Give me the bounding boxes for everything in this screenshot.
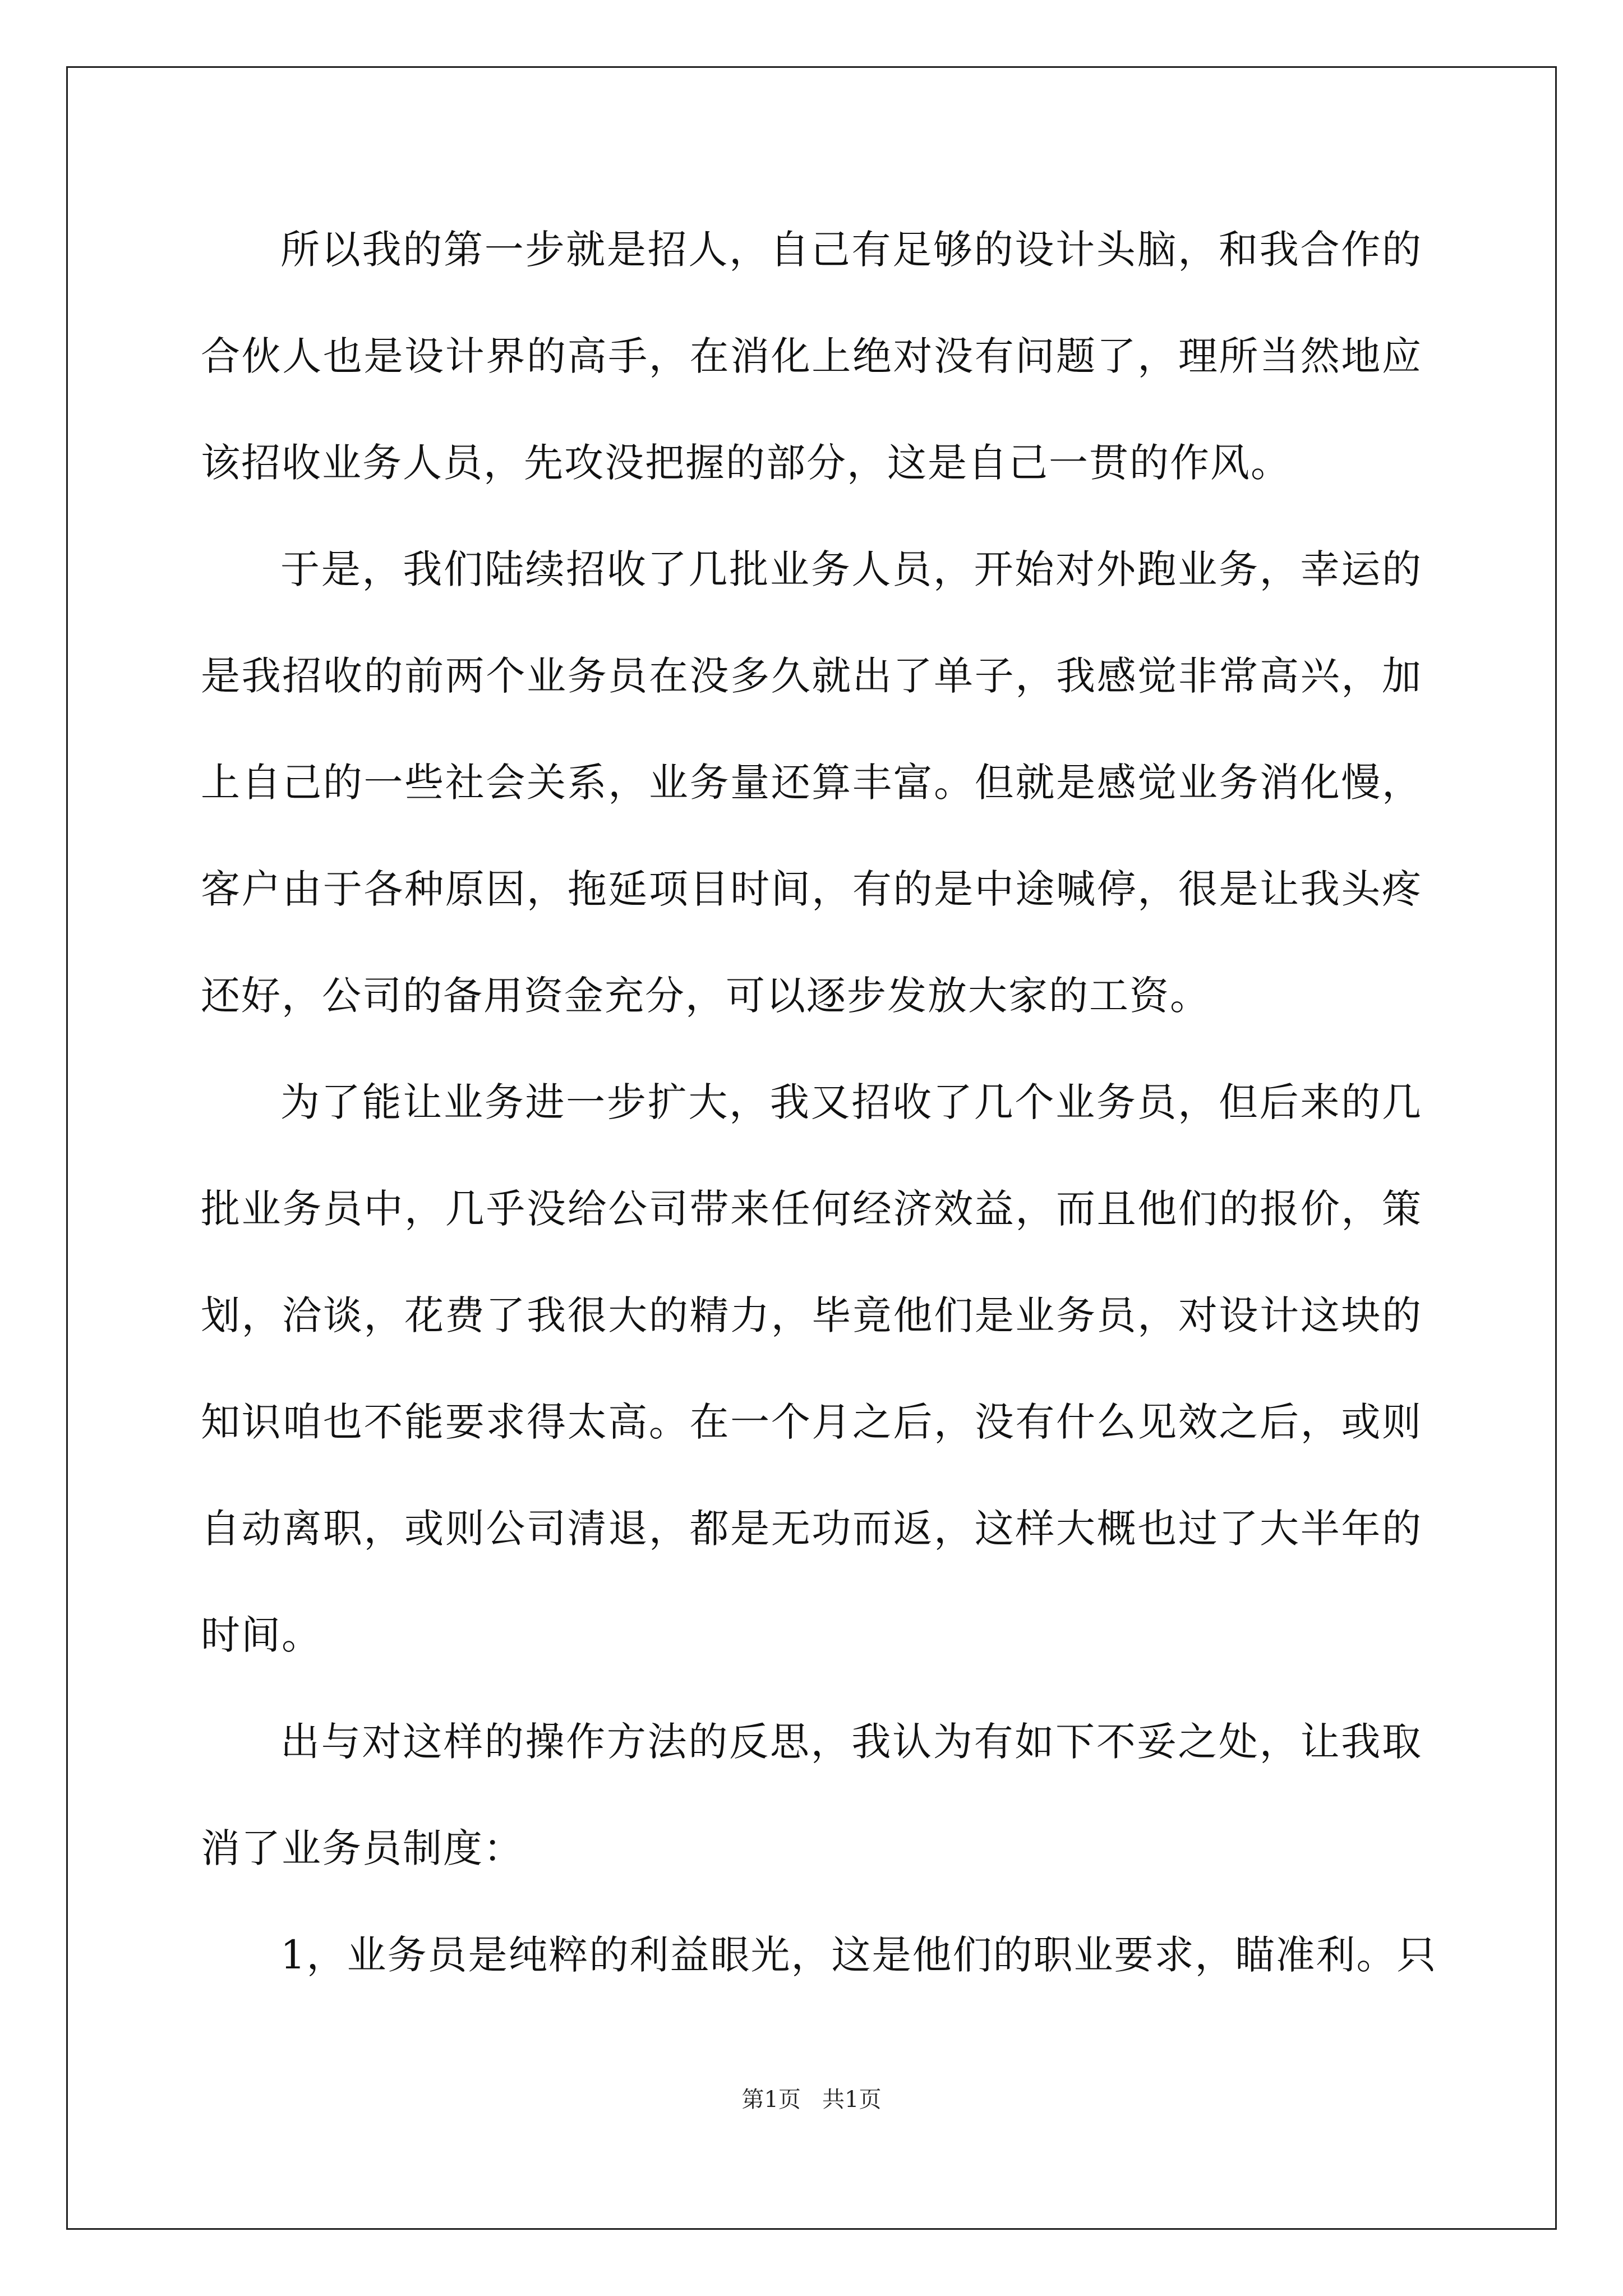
body-text-line: 知识咱也不能要求得太高。在一个月之后，没有什么见效之后，或则: [201, 1399, 1422, 1445]
body-text-line: 上自己的一些社会关系，业务量还算丰富。但就是感觉业务消化慢，: [201, 760, 1422, 806]
body-text-line: 是我招收的前两个业务员在没多久就出了单子，我感觉非常高兴，加: [201, 653, 1422, 699]
body-text-line: 所以我的第一步就是招人，自己有足够的设计头脑，和我合作的: [280, 227, 1422, 273]
body-text-line: 还好，公司的备用资金充分，可以逐步发放大家的工资。: [201, 973, 1210, 1019]
body-text-line: 为了能让业务进一步扩大，我又招收了几个业务员，但后来的几: [280, 1079, 1422, 1125]
body-text-line: 于是，我们陆续招收了几批业务人员，开始对外跑业务，幸运的: [280, 546, 1422, 592]
body-text-line: 时间。: [201, 1612, 322, 1658]
body-text-line: 批业务员中，几乎没给公司带来任何经济效益，而且他们的报价，策: [201, 1186, 1422, 1232]
body-text-line: 自动离职，或则公司清退，都是无功而返，这样大概也过了大半年的: [201, 1506, 1422, 1552]
body-text-line: 出与对这样的操作方法的反思，我认为有如下不妥之处，让我取: [280, 1719, 1422, 1765]
page-border: [66, 66, 1557, 2230]
body-text-line: 消了业务员制度：: [201, 1825, 524, 1871]
body-text-line: 划，洽谈，花费了我很大的精力，毕竟他们是业务员，对设计这块的: [201, 1292, 1422, 1338]
body-text-line: 合伙人也是设计界的高手，在消化上绝对没有问题了，理所当然地应: [201, 333, 1422, 379]
body-text-line: 该招收业务人员，先攻没把握的部分，这是自己一贯的作风。: [201, 440, 1291, 486]
page-number-footer: 第1页 共1页: [741, 2087, 882, 2113]
body-text-line: 1，业务员是纯粹的利益眼光，这是他们的职业要求，瞄准利。只: [280, 1932, 1437, 1978]
body-text-line: 客户由于各种原因，拖延项目时间，有的是中途喊停，很是让我头疼: [201, 866, 1422, 912]
